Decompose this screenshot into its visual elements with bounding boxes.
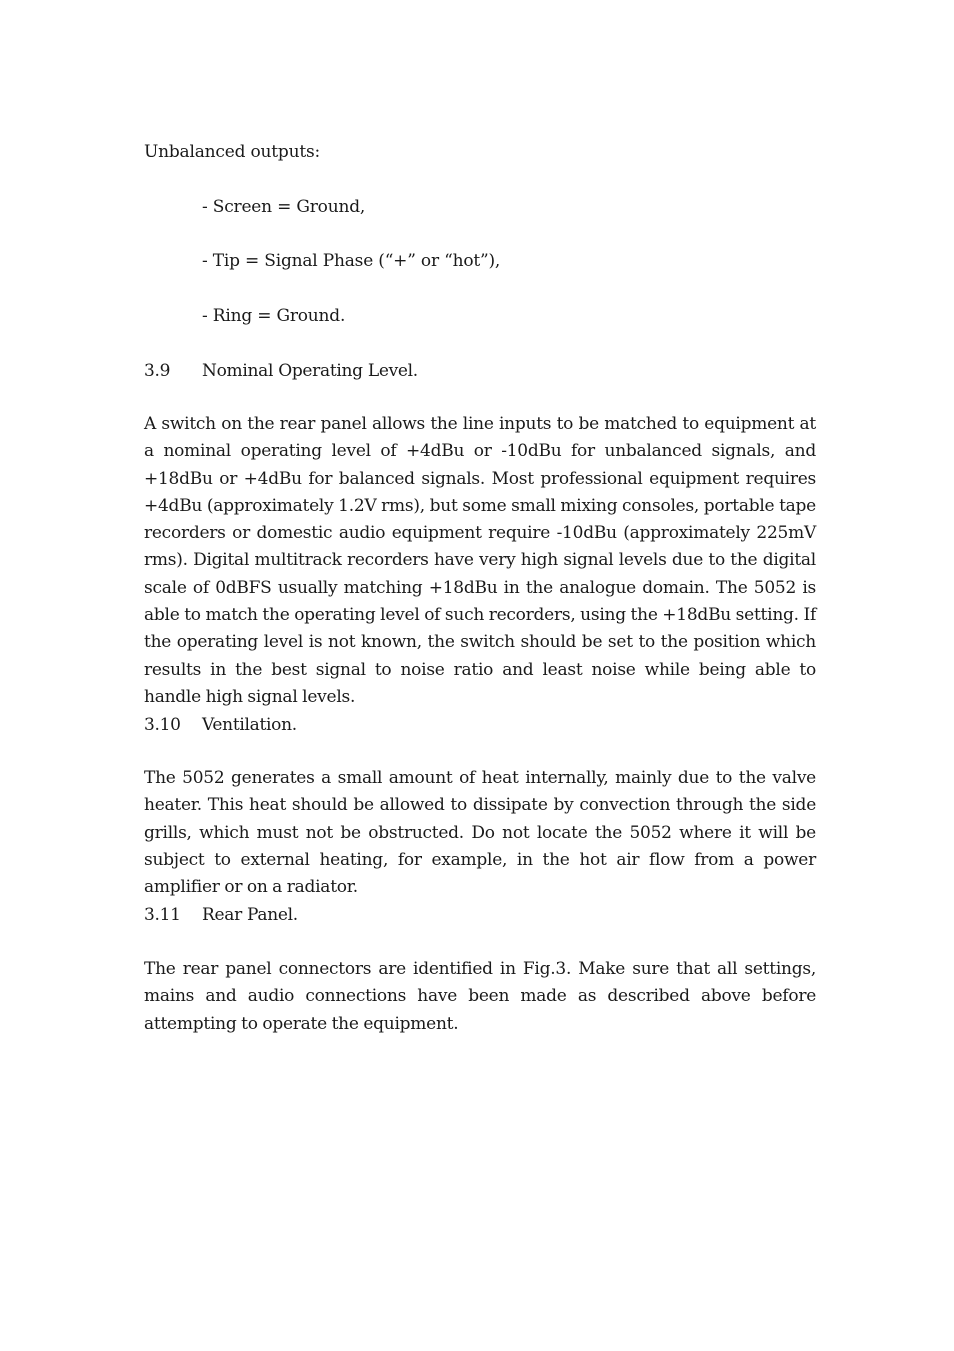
bullet-screen: - Screen = Ground, bbox=[202, 197, 366, 217]
bullet-tip: - Tip = Signal Phase (“+” or “hot”), bbox=[202, 251, 501, 271]
section-heading-3-11 bbox=[144, 902, 298, 929]
section-body-3-9: A switch on the rear panel allows the line inputs to be matched to equipment at a nominal operating level of +4dBu or -10dBu for unbalanced signals, and +18dBu or +4dBu for balanced signals. Most professional equipment requires +4dBu (approximately 1.2V rms), but some small mixing consoles, portable tape recorders or domestic audio equipment require -10dBu (approximately 225mV rms). Digital multitrack recorders have very high signal levels due to the digital scale of 0dBFS usually matching +18dBu in the analogue domain. The 5052 is able to match the operating level of such recorders, using the +18dBu setting. If the operating level is not known, the switch should be set to the position which results in the best signal to noise ratio and least noise while being able to handle high signal levels. bbox=[144, 414, 816, 707]
section-body-3-10: The 5052 generates a small amount of heat internally, mainly due to the valve heater. This heat should be allowed to dissipate by convection through the side grills, which must not be obstructed. Do not locate the 5052 where it will be subject to external heating, for example, in the hot air flow from a power amplifier or on a radiator. bbox=[144, 768, 816, 898]
unbalanced-outputs-label: Unbalanced outputs: bbox=[144, 142, 321, 162]
section-number: 3.11 bbox=[144, 905, 181, 925]
section-title: Ventilation. bbox=[202, 715, 297, 735]
bullet-ring: - Ring = Ground. bbox=[202, 306, 346, 326]
section-title: Nominal Operating Level. bbox=[202, 361, 418, 381]
section-number: 3.9 bbox=[144, 361, 171, 381]
section-title: Rear Panel. bbox=[202, 905, 298, 925]
section-number: 3.10 bbox=[144, 715, 181, 735]
section-heading-3-9 bbox=[144, 358, 418, 385]
section-heading-3-10 bbox=[144, 712, 297, 739]
section-body-3-11: The rear panel connectors are identified in Fig.3. Make sure that all settings, mains and audio connections have been made as described above before attempting to operate the equipment. bbox=[144, 959, 816, 1034]
